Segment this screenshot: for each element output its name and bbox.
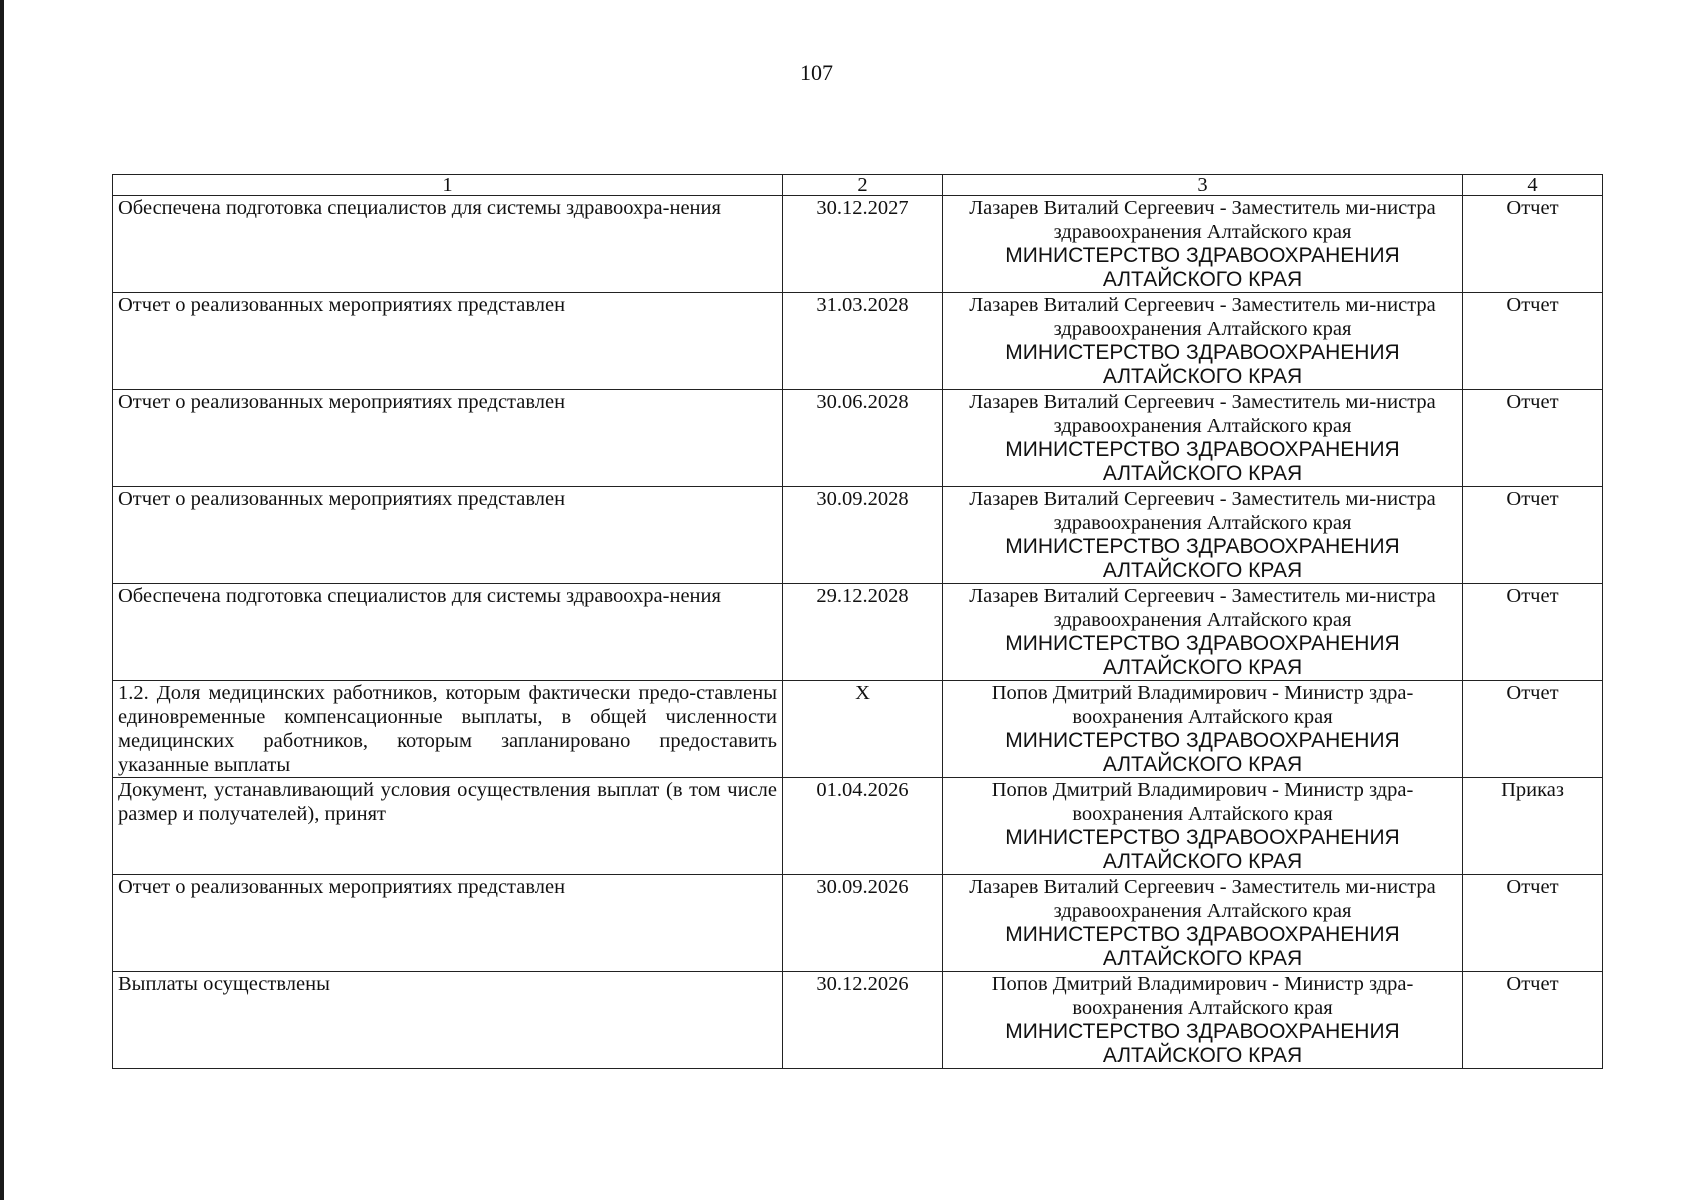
responsible-cell bbox=[943, 584, 1463, 681]
document-type-cell: Отчет bbox=[1463, 584, 1603, 681]
document-type-cell: Отчет bbox=[1463, 390, 1603, 487]
responsible-cell bbox=[943, 875, 1463, 972]
date-cell: X bbox=[783, 681, 943, 778]
table-row bbox=[113, 487, 1603, 584]
column-header-4: 4 bbox=[1463, 175, 1603, 196]
responsible-organization: МИНИСТЕРСТВО ЗДРАВООХРАНЕНИЯ АЛТАЙСКОГО КРАЯ bbox=[1005, 244, 1400, 291]
responsible-person: Попов Дмитрий Владимирович - Министр здра-воохранения Алтайского края bbox=[991, 973, 1414, 1019]
table-row bbox=[113, 390, 1603, 487]
responsible-organization: МИНИСТЕРСТВО ЗДРАВООХРАНЕНИЯ АЛТАЙСКОГО КРАЯ bbox=[1005, 826, 1400, 873]
document-type-cell: Отчет bbox=[1463, 681, 1603, 778]
result-cell: Выплаты осуществлены bbox=[113, 972, 783, 1069]
result-cell: Отчет о реализованных мероприятиях представлен bbox=[113, 293, 783, 390]
document-type-cell: Приказ bbox=[1463, 778, 1603, 875]
responsible-person: Попов Дмитрий Владимирович - Министр здра-воохранения Алтайского края bbox=[991, 682, 1414, 728]
result-cell: 1.2. Доля медицинских работников, которым фактически предо-ставлены единовременные компенсационные выплаты, в общей численности медицинских работников, которым запланировано предоставить указанные выплаты bbox=[113, 681, 783, 778]
date-cell: 01.04.2026 bbox=[783, 778, 943, 875]
table-row bbox=[113, 875, 1603, 972]
responsible-person: Лазарев Виталий Сергеевич - Заместитель ми-нистра здравоохранения Алтайского края bbox=[969, 294, 1436, 340]
result-cell: Документ, устанавливающий условия осуществления выплат (в том числе размер и получателей), принят bbox=[113, 778, 783, 875]
page-number: 107 bbox=[800, 60, 833, 85]
scan-edge bbox=[0, 0, 4, 1200]
document-type-cell: Отчет bbox=[1463, 487, 1603, 584]
date-cell: 30.09.2028 bbox=[783, 487, 943, 584]
responsible-cell bbox=[943, 196, 1463, 293]
table-row bbox=[113, 681, 1603, 778]
result-cell: Отчет о реализованных мероприятиях представлен bbox=[113, 875, 783, 972]
responsible-organization: МИНИСТЕРСТВО ЗДРАВООХРАНЕНИЯ АЛТАЙСКОГО КРАЯ bbox=[1005, 341, 1400, 388]
date-cell: 29.12.2028 bbox=[783, 584, 943, 681]
result-cell: Отчет о реализованных мероприятиях представлен bbox=[113, 487, 783, 584]
table-header-row bbox=[113, 175, 1603, 196]
result-cell: Обеспечена подготовка специалистов для системы здравоохра-нения bbox=[113, 584, 783, 681]
table-row bbox=[113, 293, 1603, 390]
column-header-2: 2 bbox=[783, 175, 943, 196]
responsible-organization: МИНИСТЕРСТВО ЗДРАВООХРАНЕНИЯ АЛТАЙСКОГО КРАЯ bbox=[1005, 1020, 1400, 1067]
responsible-cell bbox=[943, 681, 1463, 778]
document-type-cell: Отчет bbox=[1463, 293, 1603, 390]
date-cell: 30.12.2027 bbox=[783, 196, 943, 293]
document-type-cell: Отчет bbox=[1463, 875, 1603, 972]
document-type-cell: Отчет bbox=[1463, 196, 1603, 293]
responsible-organization: МИНИСТЕРСТВО ЗДРАВООХРАНЕНИЯ АЛТАЙСКОГО КРАЯ bbox=[1005, 923, 1400, 970]
table-row bbox=[113, 196, 1603, 293]
responsible-person: Попов Дмитрий Владимирович - Министр здра-воохранения Алтайского края bbox=[991, 779, 1414, 825]
responsible-person: Лазарев Виталий Сергеевич - Заместитель ми-нистра здравоохранения Алтайского края bbox=[969, 876, 1436, 922]
responsible-organization: МИНИСТЕРСТВО ЗДРАВООХРАНЕНИЯ АЛТАЙСКОГО КРАЯ bbox=[1005, 438, 1400, 485]
responsible-organization: МИНИСТЕРСТВО ЗДРАВООХРАНЕНИЯ АЛТАЙСКОГО КРАЯ bbox=[1005, 729, 1400, 776]
responsible-person: Лазарев Виталий Сергеевич - Заместитель ми-нистра здравоохранения Алтайского края bbox=[969, 488, 1436, 534]
table-row bbox=[113, 972, 1603, 1069]
responsible-organization: МИНИСТЕРСТВО ЗДРАВООХРАНЕНИЯ АЛТАЙСКОГО КРАЯ bbox=[1005, 632, 1400, 679]
result-cell: Обеспечена подготовка специалистов для системы здравоохра-нения bbox=[113, 196, 783, 293]
responsible-cell bbox=[943, 972, 1463, 1069]
date-cell: 31.03.2028 bbox=[783, 293, 943, 390]
date-cell: 30.12.2026 bbox=[783, 972, 943, 1069]
table-row bbox=[113, 778, 1603, 875]
responsible-cell bbox=[943, 778, 1463, 875]
responsible-cell bbox=[943, 293, 1463, 390]
table-row bbox=[113, 584, 1603, 681]
responsible-cell bbox=[943, 390, 1463, 487]
column-header-1: 1 bbox=[113, 175, 783, 196]
responsible-person: Лазарев Виталий Сергеевич - Заместитель ми-нистра здравоохранения Алтайского края bbox=[969, 585, 1436, 631]
date-cell: 30.09.2026 bbox=[783, 875, 943, 972]
table-body bbox=[113, 196, 1603, 1069]
result-cell: Отчет о реализованных мероприятиях представлен bbox=[113, 390, 783, 487]
schedule-table bbox=[112, 174, 1603, 1069]
column-header-3: 3 bbox=[943, 175, 1463, 196]
document-type-cell: Отчет bbox=[1463, 972, 1603, 1069]
responsible-person: Лазарев Виталий Сергеевич - Заместитель ми-нистра здравоохранения Алтайского края bbox=[969, 197, 1436, 243]
responsible-cell bbox=[943, 487, 1463, 584]
responsible-organization: МИНИСТЕРСТВО ЗДРАВООХРАНЕНИЯ АЛТАЙСКОГО КРАЯ bbox=[1005, 535, 1400, 582]
responsible-person: Лазарев Виталий Сергеевич - Заместитель ми-нистра здравоохранения Алтайского края bbox=[969, 391, 1436, 437]
date-cell: 30.06.2028 bbox=[783, 390, 943, 487]
